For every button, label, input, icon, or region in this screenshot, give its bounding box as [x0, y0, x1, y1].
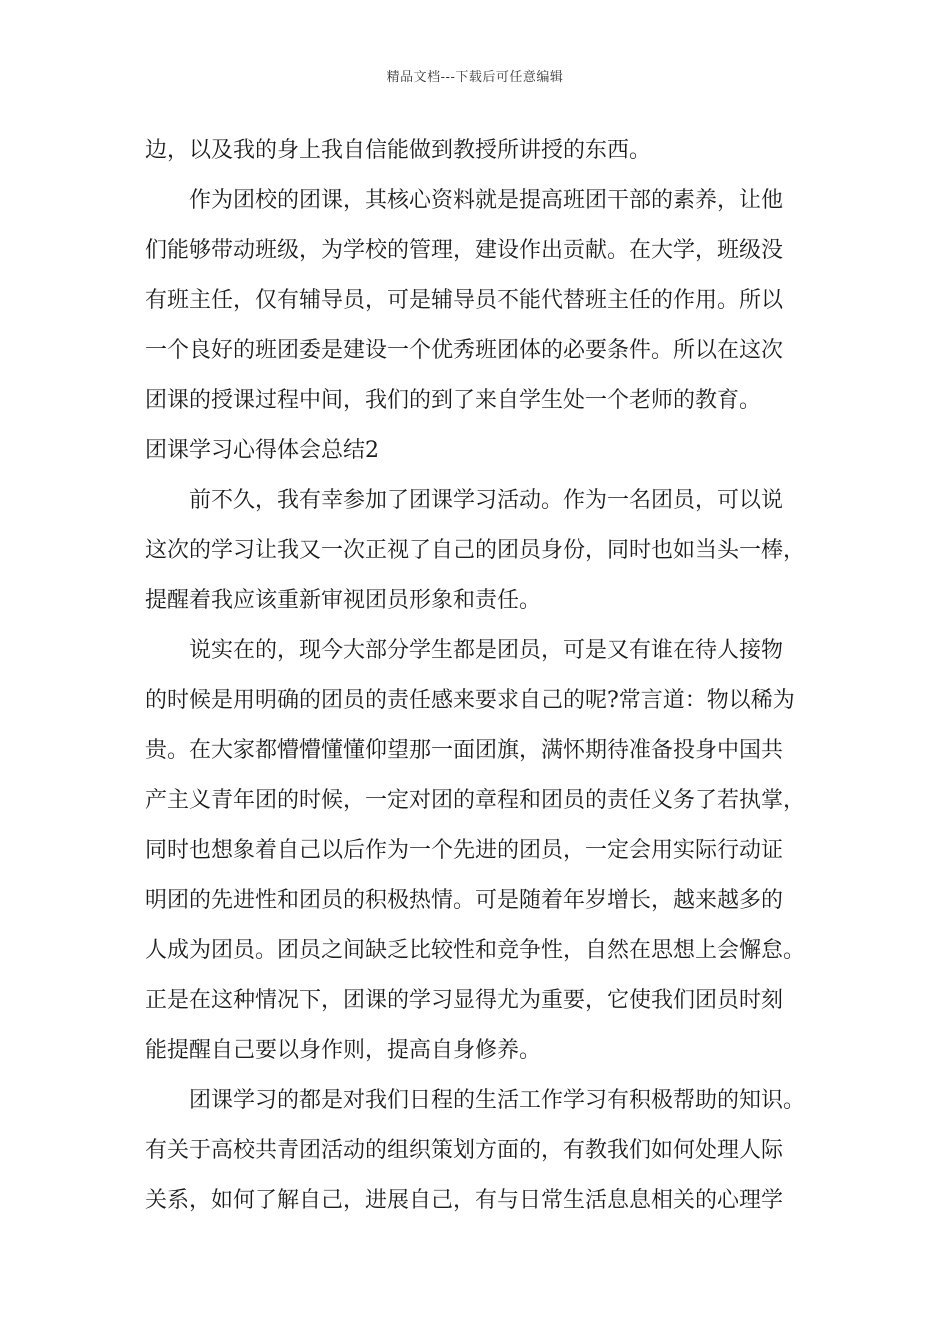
- text-line: 团课的授课过程中间，我们的到了来自学生处一个老师的教育。: [145, 388, 762, 413]
- section-title: 团课学习心得体会总结2: [145, 438, 379, 463]
- text-line: 同时也想象着自己以后作为一个先进的团员，一定会用实际行动证: [145, 838, 784, 863]
- paragraph-start-line: 说实在的，现今大部分学生都是团员，可是又有谁在待人接物: [189, 638, 784, 663]
- text-line: 一个良好的班团委是建设一个优秀班团体的必要条件。所以在这次: [145, 338, 784, 363]
- paragraph-start-line: 前不久，我有幸参加了团课学习活动。作为一名团员，可以说: [189, 488, 784, 513]
- text-line: 人成为团员。团员之间缺乏比较性和竞争性，自然在思想上会懈怠。: [145, 938, 806, 963]
- text-line: 产主义青年团的时候，一定对团的章程和团员的责任义务了若执掌，: [145, 788, 806, 813]
- text-line: 们能够带动班级，为学校的管理，建设作出贡献。在大学，班级没: [145, 238, 784, 263]
- paragraph-start-line: 团课学习的都是对我们日程的生活工作学习有积极帮助的知识。: [189, 1088, 806, 1113]
- text-line: 关系，如何了解自己，进展自己，有与日常生活息息相关的心理学: [145, 1188, 784, 1213]
- text-line: 边，以及我的身上我自信能做到教授所讲授的东西。: [145, 138, 652, 163]
- text-line: 有关于高校共青团活动的组织策划方面的，有教我们如何处理人际: [145, 1138, 784, 1163]
- text-line: 能提醒自己要以身作则，提高自身修养。: [145, 1038, 542, 1063]
- text-line: 有班主任，仅有辅导员，可是辅导员不能代替班主任的作用。所以: [145, 288, 784, 313]
- text-line: 的时候是用明确的团员的责任感来要求自己的呢?常言道：物以稀为: [145, 688, 795, 713]
- text-line: 明团的先进性和团员的积极热情。可是随着年岁增长，越来越多的: [145, 888, 784, 913]
- document-body: [145, 126, 825, 1226]
- paragraph-start-line: 作为团校的团课，其核心资料就是提高班团干部的素养，让他: [189, 188, 784, 213]
- page-header: 精品文档---下载后可任意编辑: [386, 70, 564, 85]
- text-line: 正是在这种情况下，团课的学习显得尤为重要，它使我们团员时刻: [145, 988, 784, 1013]
- text-line: 提醒着我应该重新审视团员形象和责任。: [145, 588, 542, 613]
- text-line: 这次的学习让我又一次正视了自己的团员身份，同时也如当头一棒，: [145, 538, 806, 563]
- text-line: 贵。在大家都懵懵懂懂仰望那一面团旗，满怀期待准备投身中国共: [145, 738, 784, 763]
